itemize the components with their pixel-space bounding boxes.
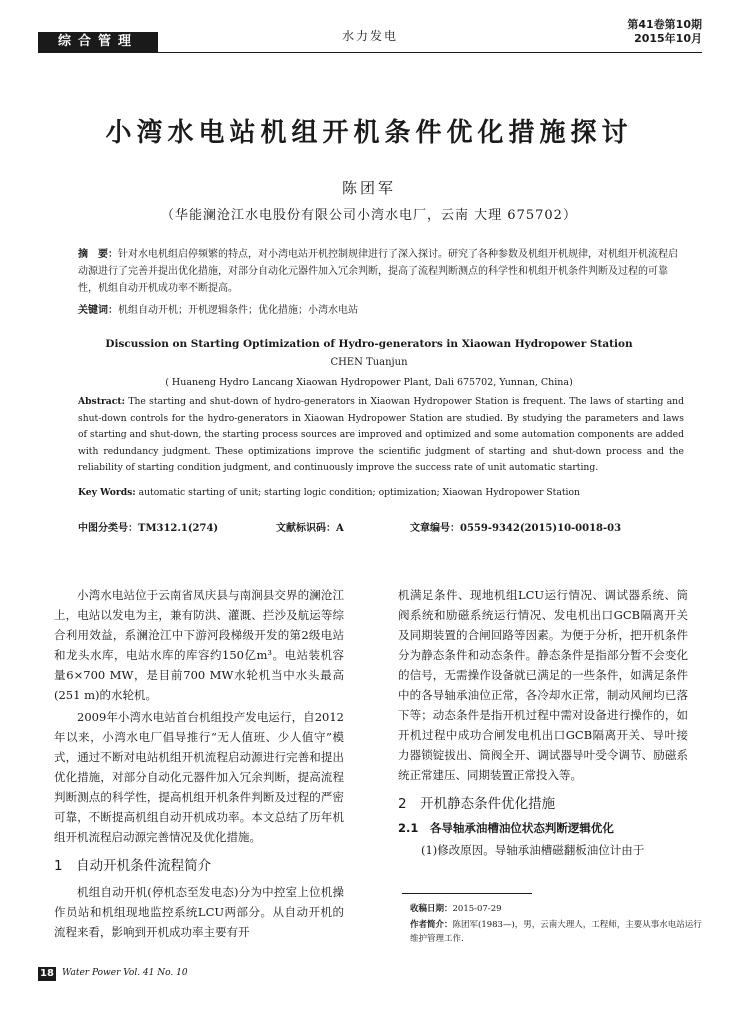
bio-label: 作者简介：: [410, 920, 453, 930]
keywords-cn: [78, 302, 684, 319]
english-abstract: [78, 394, 684, 477]
date-label: 2015年10月: [634, 32, 702, 45]
paragraph: 机组自动开机(停机态至发电态)分为中控室上位机操作员站和机组现地监控系统LCU两部分。从自动开机的流程来看，影响到开机成功率主要有开: [54, 885, 344, 939]
paragraph: (1)修改原因。导轴承油槽磁翻板油位计由于: [421, 843, 645, 857]
keywords-cn-label: 关键词：: [78, 305, 118, 316]
received-label: 收稿日期：: [410, 904, 453, 914]
journal-name: 水力发电: [341, 29, 398, 43]
abstract-cn-label: 摘 要：: [78, 249, 118, 260]
received-value: 2015-07-29: [452, 904, 502, 914]
english-keywords-text: automatic starting of unit; starting logic condition; optimization; Xiaowan Hydropower Station: [135, 487, 580, 498]
keywords-cn-text: 机组自动开机；开机逻辑条件；优化措施；小湾水电站: [118, 305, 358, 316]
right-column: [398, 585, 688, 860]
document-code: 文献标识码：A: [276, 523, 344, 534]
author-bio: [410, 918, 710, 946]
page-number: 18: [38, 967, 56, 981]
section-tag: 综合管理: [38, 32, 158, 52]
abstract-cn-text: 针对水电机组启停频繁的特点，对小湾电站开机控制规律进行了深入探讨。研究了各种参数及机组开机规律，对机组开机流程启动源进行了完善并提出优化措施，对部分自动化元器件加入冗余判断，提高了流程判断测点的科学性和机组开机条件判断及过程的可靠性，机组自动开机成功率不断提高。: [78, 249, 678, 294]
paragraph: 2009年小湾水电站首台机组投产发电运行，自2012年以来，小湾水电厂倡导推行“无人值班、少人值守”模式，通过不断对电站机组开机流程启动源进行完善和提出优化措施，对部分自动化元器件加入冗余判断，提高流程判断测点的科学性，提高机组开机条件判断及过程的严密可靠，不断提高机组自动开机成功率。本文总结了历年机组开机流程启动源完善情况及优化措施。: [54, 710, 344, 844]
received-date: [410, 902, 710, 916]
english-author: CHEN Tuanjun: [330, 357, 408, 368]
english-title: Discussion on Starting Optimization of Hydro-generators in Xiaowan Hydropower Station: [105, 338, 633, 350]
clc-number: 中图分类号：TM312.1(274): [78, 523, 219, 534]
footer-journal: Water Power Vol. 41 No. 10: [62, 968, 188, 978]
section-heading-1: 1 自动开机条件流程简介: [54, 858, 212, 874]
issue-info: [627, 18, 702, 46]
paper-title: 小湾水电站机组开机条件优化措施探讨: [105, 118, 633, 148]
paragraph: 机满足条件、现地机组LCU运行情况、调试器系统、筒阀系统和励磁系统运行情况、发电机出口GCB隔离开关及同期装置的合闸回路等因素。为便于分析，把开机条件分为静态条件和动态条件。静态条件是指部分暂不会变化的信号，无需操作设备就已满足的一些条件，如满足条件中的各导轴承油位正常，各冷却水正常，制动风闸均已落下等；动态条件是指开机过程中需对设备进行操作的，如开机过程中成功合闸发电机出口GCB隔离开关、导叶接力器锁锭拔出、筒阀全开、调试器导叶受令调节、励磁系统正常建压、同期装置正常投入等。: [398, 588, 688, 782]
english-abstract-label: Abstract:: [78, 396, 125, 407]
english-abstract-text: The starting and shut-down of hydro-generators in Xiaowan Hydropower Station is frequent. The laws of starting and shut-down controls for the hydro-generators in Xiaowan Hydropower Station are studied. By studying the parameters and laws of starting and shut-down, the starting process sources are improved and optimized and some automation components are added with redundancy judgment. These optimizations improve the scientific judgment of starting and shut-down process and the reliability of starting condition judgment, and continuously improve the success rate of unit automatic starting.: [78, 396, 684, 474]
english-keywords-label: Key Words:: [78, 487, 136, 498]
english-keywords: [78, 487, 684, 498]
subsection-heading-2-1: 2.1 各导轴承油槽油位状态判断逻辑优化: [398, 821, 614, 835]
bio-value: 陈团军(1983—)，男，云南大理人，工程师，主要从事水电站运行维护管理工作.: [410, 920, 702, 944]
volume-label: 第41卷第10期: [627, 18, 702, 31]
article-number: 文章编号：0559-9342(2015)10-0018-03: [410, 523, 622, 534]
abstract-cn: [78, 246, 684, 297]
section-heading-2: 2 开机静态条件优化措施: [398, 796, 556, 812]
english-affiliation: ( Huaneng Hydro Lancang Xiaowan Hydropower Plant, Dali 675702, Yunnan, China): [165, 377, 573, 388]
footnote-rule: [402, 893, 532, 894]
affiliation: （华能澜沧江水电股份有限公司小湾水电厂，云南 大理 675702）: [161, 208, 577, 223]
paragraph: 小湾水电站位于云南省凤庆县与南涧县交界的澜沧江上，电站以发电为主，兼有防洪、灌溉、拦沙及航运等综合利用效益，系澜沧江中下游河段梯级开发的第2级电站和龙头水库，电站水库的库容约150亿m³。电站装机容量6×700 MW，是目前700 MW水轮机当中水头最高(251 m)的水轮机。: [54, 588, 344, 702]
header-rule: [38, 52, 702, 53]
author: 陈团军: [341, 179, 396, 197]
left-column: [54, 585, 344, 942]
